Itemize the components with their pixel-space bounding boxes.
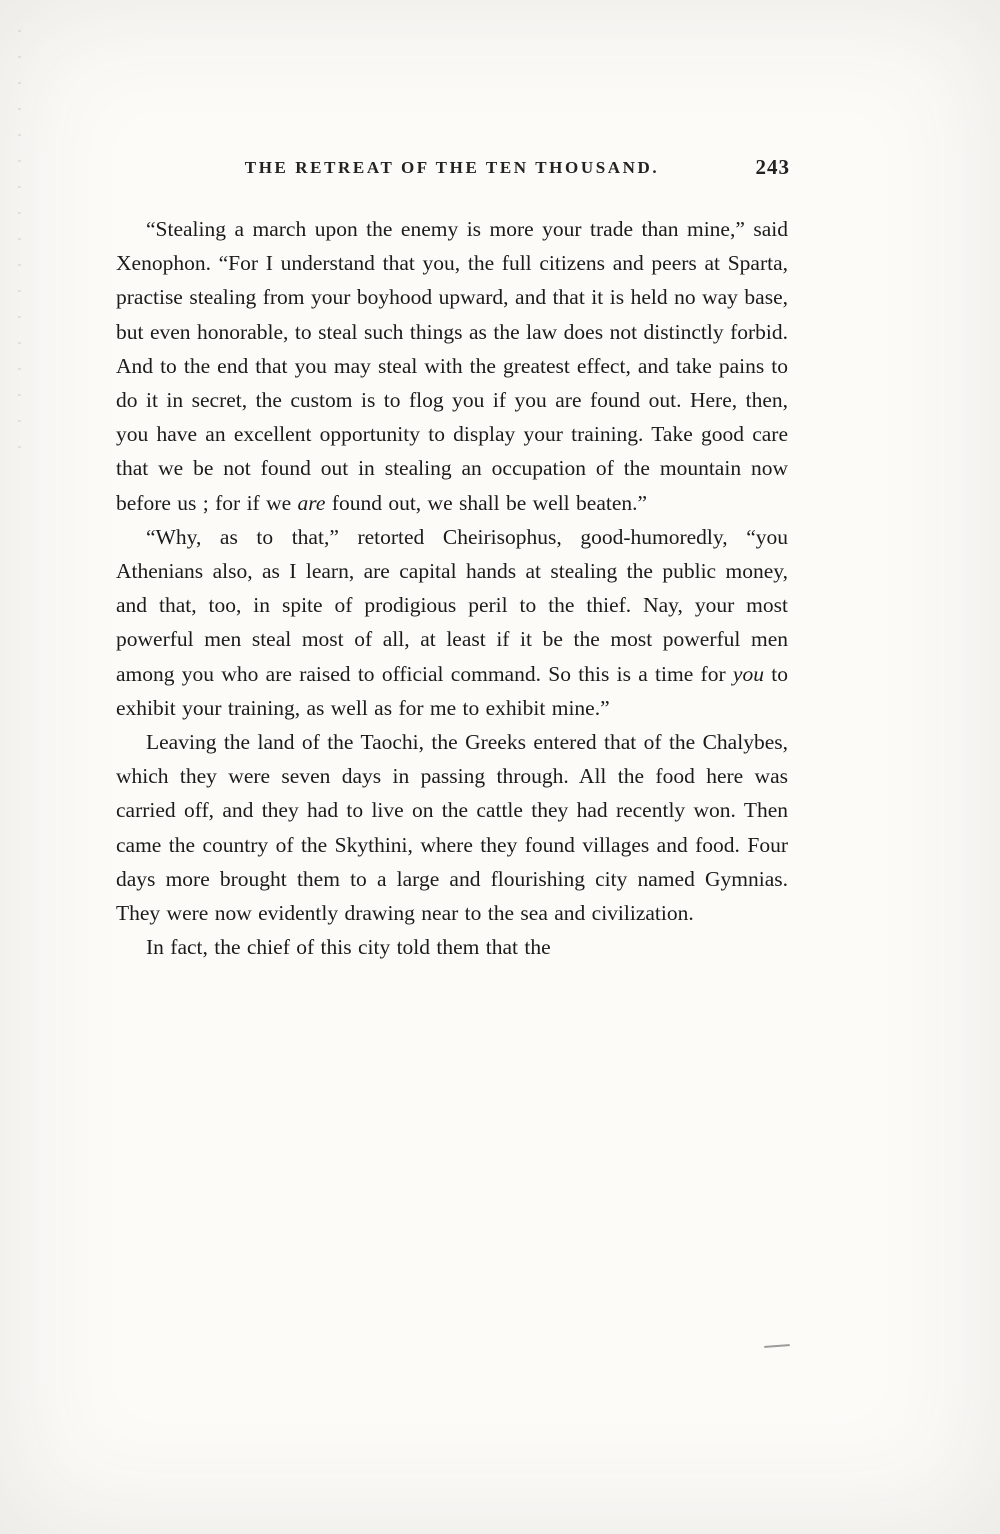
page-body: [116, 212, 788, 964]
paragraph: [116, 930, 788, 964]
paragraph-text: found out, we shall be well beaten.”: [325, 490, 648, 515]
paragraph-text: “Why, as to that,” retorted Cheirisophus, good-humoredly, “you Athenians also, as I learn, are capital hands at stealing the public money, and that, too, in spite of prodigious peril to the thief. Nay, your most powerful men steal most of all, at least if it be the most powerful men among you who are raised to official command. So this is a time for: [116, 524, 788, 686]
paragraph: [116, 725, 788, 930]
page-header: [116, 155, 790, 188]
paragraph-text: to exhibit your training, as well as for me to exhibit mine.”: [116, 661, 788, 720]
scan-edge-artifact: [18, 30, 21, 450]
page-number: 243: [755, 155, 790, 179]
italic-word: are: [297, 490, 326, 515]
text-column: [116, 155, 790, 964]
paragraph-text: In fact, the chief of this city told them that the: [146, 935, 551, 960]
paragraph-text: Leaving the land of the Taochi, the Greeks entered that of the Chalybes, which they were seven days in passing through. All the food here was carried off, and they had to live on the cattle they had recently won. Then came the country of the Skythini, where they found villages and food. Four days more brought them to a large and flourishing city named Gymnias. They were now evidently drawing near to the sea and civilization.: [116, 730, 788, 926]
running-title: THE RETREAT OF THE TEN THOUSAND.: [244, 158, 660, 177]
paragraph: [116, 212, 788, 520]
paragraph: [116, 520, 788, 725]
paragraph-text: “Stealing a march upon the enemy is more your trade than mine,” said Xenophon. “For I understand that you, the full citizens and peers at Sparta, practise stealing from your boyhood upward, and that it is held no way base, but even honorable, to steal such things as the law does not distinctly forbid. And to the end that you may steal with the greatest effect, and take pains to do it in secret, the custom is to flog you if you are found out. Here, then, you have an excellent opportunity to display your training. Take good care that we be not found out in stealing an occupation of the mountain now before us ; for if we: [116, 217, 788, 515]
italic-word: you: [732, 661, 764, 686]
scan-artifact-dash: [764, 1344, 790, 1348]
